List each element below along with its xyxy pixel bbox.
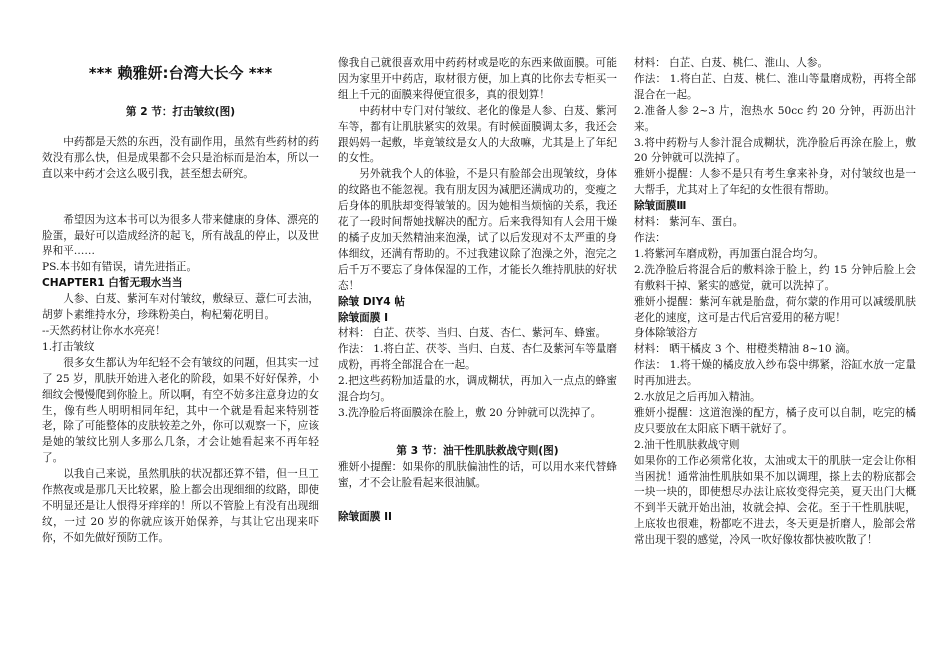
mask-1-step-2: 2.把这些药粉加适量的水，调成糊状，再加入一点点的蜂蜜混合均匀。 xyxy=(338,375,617,404)
chapter-heading: CHAPTER1 白皙无瑕水当当 xyxy=(42,277,183,290)
ps-note: PS.本书如有错误，请先进指正。 xyxy=(42,261,198,274)
mask-2-step-3: 3.将中药粉与人参汁混合成糊状，洗净脸后再涂在脸上，敷 20 分钟就可以洗掉了。 xyxy=(634,136,916,165)
orange-peel-tip: 雅妍小提醒：这道泡澡的配方，橘子皮可以自制，吃完的橘皮只要放在太阳底下晒干就好了。 xyxy=(634,406,916,435)
body-paragraph-3: 像我自己就很喜欢用中药药材或是吃的东西来做面膜。可能因为家里开中药店，取材很方便，加上真的比你去专柜买一组上千元的面膜来得便宜很多，真的很划算！ xyxy=(338,57,617,101)
mask-2-step-2: 2.准备人参 2~3 片，泡热水 50cc 约 20 分钟，再沥出汁来。 xyxy=(634,104,916,133)
body-paragraph-end: 如果你的工作必须常化妆，太油或太干的肌肤一定会让你相当困扰！通常油性肌肤如果不加以调理，搽上去的粉底都会一块一块的，即使想尽办法让底妆变得完美，夏天出门大概不到半天就开始出油，妆就会掉、会花。至于干性肌肤呢，上底妆也很难，粉都吃不进去，冬天更是折磨人，脸部会常常出现干裂的感觉，冷风一吹好像妆都快被吹散了！ xyxy=(634,454,916,547)
chapter-intro: 人参、白芨、紫河车对付皱纹，敷绿豆、薏仁可去油，胡萝卜素维持水分，珍珠粉美白，枸杞菊花明目。 xyxy=(42,293,319,322)
point-2-heading: 2.油干性肌肤救战守则 xyxy=(634,438,740,451)
chapter-subtitle: --天然药材让你水水亮亮！ xyxy=(42,324,166,337)
mask-1-heading: 除皱面膜 I xyxy=(338,311,389,324)
mask-3-method: 作法： xyxy=(634,231,666,244)
mask-3-step-2: 2.洗净脸后将混合后的敷料涂于脸上，约 15 分钟后脸上会有敷料干掉、紧实的感觉，就可以洗掉了。 xyxy=(634,263,916,292)
mask-2-heading: 除皱面膜 II xyxy=(338,510,392,523)
column-left xyxy=(42,0,319,547)
body-paragraph-5: 另外就我个人的体验，不是只有脸部会出现皱纹，身体的纹路也不能忽视。我有朋友因为减肥还满成功的，变瘦之后身体的肌肤却变得皱皱的。因为她相当烦恼的关系，我还花了一段时间帮她找解决的配方。后来我得知有人会用干燥的橘子皮加天然精油来泡澡，试了以后发现对不太严重的身体细纹，还满有帮助的。不过我建议除了泡澡之外，泡完之后千万不要忘了身体保湿的工作，才能长久维持肌肤的好状态！ xyxy=(338,168,617,292)
point-1-heading: 1.打击皱纹 xyxy=(42,340,95,353)
intro-paragraph-2: 希望因为这本书可以为很多人带来健康的身体、漂亮的脸蛋，最好可以造成经济的起飞，所有战乱的停止，以及世界和平…… xyxy=(42,213,319,258)
diy-heading: 除皱 DIY4 帖 xyxy=(338,295,405,308)
mask-1-method: 作法： 1.将白芷、茯苓、当归、白芨、杏仁及紫河车等量磨成粉，再将全部混合在一起。 xyxy=(338,343,617,372)
body-paragraph-1: 很多女生都认为年纪轻不会有皱纹的问题，但其实一过了 25 岁，肌肤开始进入老化的阶段，如果不好好保养，小细纹会慢慢爬到你脸上。所以啊，有空不妨多注意身边的女生，像有些人明明相同年纪，其中一个就是看起来特别苍老，除了可能整体的皮肤较差之外，你可以观察一下，应该是她的皱纹比别人多那么几条，才会让她看起来不再年轻了。 xyxy=(42,356,319,465)
placenta-tip: 雅妍小提醒：紫河车就是胎盘，荷尔蒙的作用可以减缓肌肤老化的速度，这可是古代后宫爱用的秘方呢！ xyxy=(634,295,916,324)
bath-step-2: 2.水放足之后再加入精油。 xyxy=(634,391,761,404)
mask-3-materials: 材料： 紫河车、蛋白。 xyxy=(634,216,744,229)
bath-materials: 材料： 晒干橘皮 3 个、柑橙类精油 8~10 滴。 xyxy=(634,343,857,356)
mask-2-materials: 材料： 白芷、白芨、桃仁、淮山、人参。 xyxy=(634,57,829,69)
ginseng-tip: 雅妍小提醒：人参不是只有考生拿来补身，对付皱纹也是一大帮手，尤其对上了年纪的女性很有帮助。 xyxy=(634,168,916,197)
section-3-title: 第 3 节：油干性肌肤救战守则(图) xyxy=(396,444,559,457)
mask-1-materials: 材料： 白芷、茯苓、当归、白芨、杏仁、紫河车、蜂蜜。 xyxy=(338,327,607,340)
section-2-title: 第 2 节：打击皱纹(图) xyxy=(125,106,236,118)
body-paragraph-2: 以我自己来说，虽然肌肤的状况都还算不错，但一旦工作熬夜或是那几天比较累，脸上都会出现细细的纹路，即使不明显还是让人恨得牙痒痒的！所以不管脸上有没有出现细纹，一过 20 岁的你就应该开始保养，与其让它出现来吓你，不如先做好预防工作。 xyxy=(42,468,319,544)
body-paragraph-4: 中药材中专门对付皱纹、老化的像是人参、白芨、紫河车等，都有让肌肤紧实的效果。有时候面膜调太多，我还会跟妈妈一起敷，毕竟皱纹是女人的大敌嘛，尤其是上了年纪的女性。 xyxy=(338,104,617,165)
mask-3-heading: 除皱面膜Ⅲ xyxy=(634,200,687,213)
column-right xyxy=(634,0,916,549)
mask-1-step-3: 3.洗净脸后将面膜涂在脸上，敷 20 分钟就可以洗掉了。 xyxy=(338,406,602,419)
document-title: *** 赖雅妍:台湾大长今 *** xyxy=(88,64,273,82)
mask-2-method: 作法： 1.将白芷、白芨、桃仁、淮山等量磨成粉，再将全部混合在一起。 xyxy=(634,72,916,101)
mask-3-step-1: 1.将紫河车磨成粉，再加蛋白混合均匀。 xyxy=(634,247,825,260)
bath-method: 作法： 1.将干燥的橘皮放入纱布袋中绑紧，浴缸水放一定量时再加进去。 xyxy=(634,359,916,388)
oily-skin-tip: 雅妍小提醒：如果你的肌肤偏油性的话，可以用水来代替蜂蜜，才不会让脸看起来很油腻。 xyxy=(338,460,617,489)
column-middle xyxy=(338,0,617,525)
intro-paragraph-1: 中药都是天然的东西，没有副作用，虽然有些药材的药效没有那么快，但是成果都不会只是治标而是治本，所以一直以来中药才会这么吸引我，甚至想去研究。 xyxy=(42,135,319,180)
body-bath-heading: 身体除皱浴方 xyxy=(634,327,698,340)
